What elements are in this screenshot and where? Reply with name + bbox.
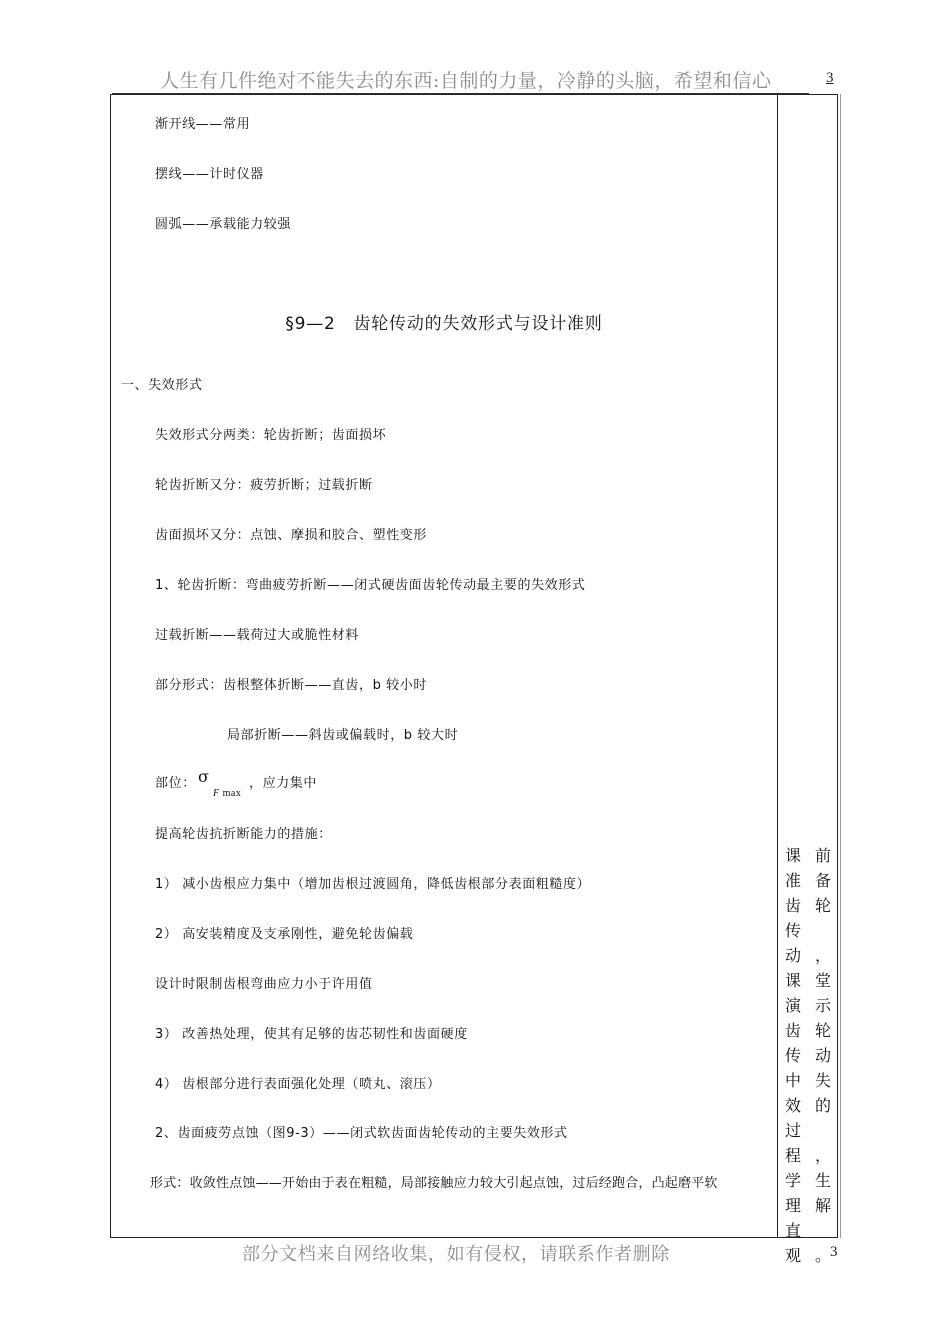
footer-text: 部分文档来自网络收集，如有侵权，请联系作者删除: [242, 1244, 670, 1265]
text-line: 圆弧——承载能力较强: [155, 217, 292, 232]
sigma-subscript: [213, 788, 241, 799]
text-line: 提高轮齿抗折断能力的措施：: [155, 827, 332, 842]
location-suffix: ，应力集中: [249, 776, 318, 791]
section-title: §9—2 齿轮传动的失效形式与设计准则: [285, 314, 603, 334]
text-line: 1） 减小齿根应力集中（增加齿根过渡圆角，降低齿根部分表面粗糙度）: [155, 877, 591, 892]
text-line: 4） 齿根部分进行表面强化处理（喷丸、滚压）: [155, 1077, 441, 1092]
subscript-var: F: [213, 788, 220, 799]
location-label: 部位：: [155, 776, 196, 791]
text-line: 2） 高安装精度及支承刚性，避免轮齿偏载: [155, 927, 414, 942]
text-line: 1、轮齿折断：弯曲疲劳折断——闭式硬齿面齿轮传动最主要的失效形式: [155, 578, 586, 593]
text-line: 局部折断——斜齿或偏载时，b 较大时: [227, 728, 459, 743]
column-divider: [777, 95, 778, 1237]
subscript-max: max: [222, 788, 242, 799]
text-line: 形式：收敛性点蚀——开始由于表在粗糙，局部接触应力较大引起点蚀，过后经跑合，凸起磨平软: [150, 1176, 718, 1191]
text-line: 齿面损坏又分：点蚀、摩损和胶合、塑性变形: [155, 528, 428, 543]
footer-page-number: 3: [830, 1244, 838, 1260]
text-line: 渐开线——常用: [155, 117, 251, 132]
subsection-heading: 一、失效形式: [121, 378, 203, 393]
outer-margin-line: [840, 94, 841, 1238]
text-line: 3） 改善热处理，使其有足够的齿芯韧性和齿面硬度: [155, 1027, 468, 1042]
sigma-symbol: σ: [198, 767, 209, 786]
content-table: [110, 94, 838, 1238]
text-line: 2、齿面疲劳点蚀（图9-3）——闭式软齿面齿轮传动的主要失效形式: [155, 1126, 568, 1141]
side-note: 课前准备齿轮传动，课堂演示齿轮传动中失效的过程，学生理解直观。: [785, 846, 831, 1265]
header-quote: 人生有几件绝对不能失去的东西:自制的力量，冷静的头脑，希望和信心: [160, 70, 772, 92]
text-line: 设计时限制齿根弯曲应力小于许用值: [155, 977, 373, 992]
text-line: 摆线——计时仪器: [155, 167, 264, 182]
text-line: 过载折断——载荷过大或脆性材料: [155, 628, 360, 643]
text-line: 失效形式分两类：轮齿折断；齿面损坏: [155, 428, 387, 443]
text-line: 部分形式：齿根整体折断——直齿，b 较小时: [155, 678, 427, 693]
text-line: 轮齿折断又分：疲劳折断；过载折断: [155, 478, 373, 493]
header-page-number: 3: [826, 70, 834, 86]
